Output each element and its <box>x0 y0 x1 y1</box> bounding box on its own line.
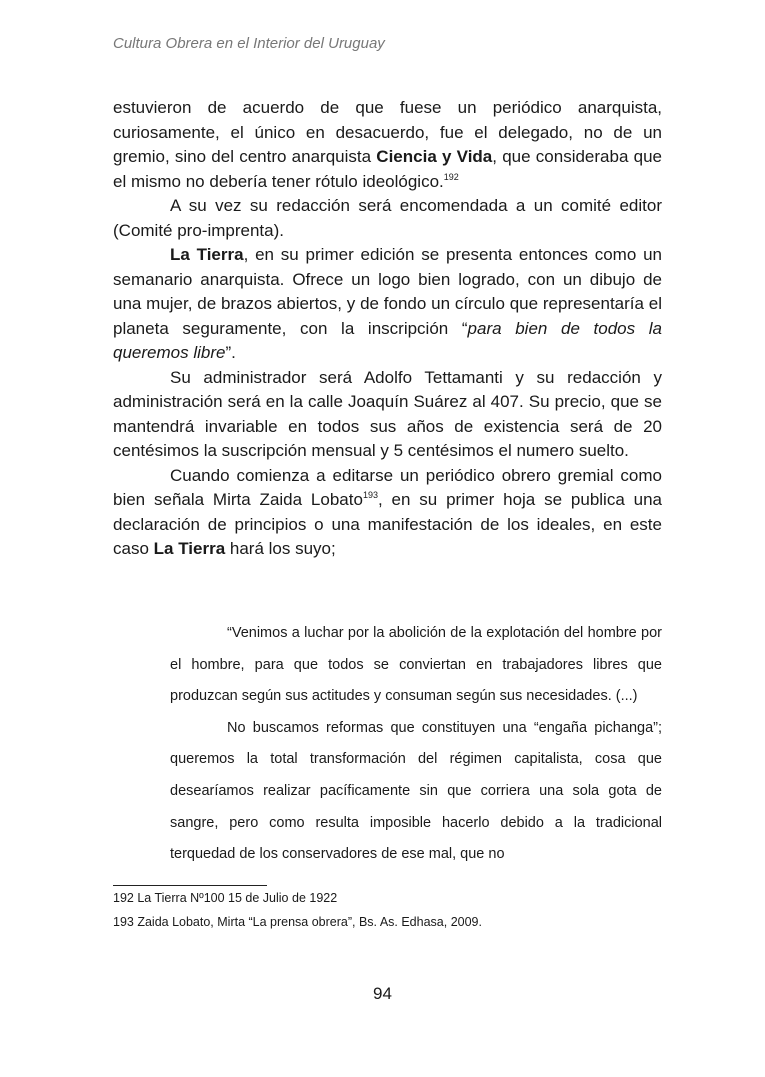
paragraph <box>113 96 662 194</box>
text: Su administrador será Adolfo Tettamanti y su redacción y administración será en la calle Joaquín Suárez al 407. Su precio, que se mantendrá invariable en todos sus años de existencia será de 20 centésimos la suscripción mensual y 5 centésimos el numero suelto. <box>113 367 662 460</box>
text: , que consideraba que el mismo no debería tener rótulo ideológico. <box>113 147 662 191</box>
block-quote <box>170 618 662 871</box>
paragraph <box>113 366 662 464</box>
paragraph <box>113 464 662 562</box>
paragraph <box>113 194 662 243</box>
running-header: Cultura Obrera en el Interior del Uruguay <box>113 35 385 52</box>
text: Cuando comienza a editarse un periódico obrero gremial como bien señala Mirta Zaida Lobato <box>113 465 662 509</box>
text: estuvieron de acuerdo de que fuese un periódico anarquista, curiosamente, el único en desacuerdo, fue el delegado, no de un gremio, sino del centro anarquista <box>113 98 662 166</box>
paragraph <box>113 243 662 366</box>
footnote-divider <box>113 885 267 886</box>
quote-paragraph: No buscamos reformas que constituyen una “engaña pichanga”; queremos la total transformación del régimen capitalista, cosa que desearíamos realizar pacíficamente sin que corriera una sola gota de sangre, pero como resulta imposible hacerlo debido a la tradicional terquedad de los conservadores de ese mal, que no <box>170 719 662 863</box>
footnote-ref[interactable]: 192 <box>443 171 459 182</box>
text: , en su primer edición se presenta entonces como un semanario anarquista. Ofrece un logo bien logrado, con un dibujo de una mujer, de brazos abiertos, y de fondo un círculo que representaría el planeta seguramente, con la inscripción “ <box>113 245 662 338</box>
italic-text: para bien de todos la queremos libre <box>113 318 662 362</box>
page-number: 94 <box>373 984 392 1003</box>
bold-text: Ciencia y Vida <box>376 147 493 166</box>
body-text <box>113 96 662 562</box>
text: ”. <box>225 343 236 362</box>
quote-paragraph: “Venimos a luchar por la abolición de la explotación del hombre por el hombre, para que todos se conviertan en trabajadores libres que produzcan según sus actitudes y consuman según sus necesidades. (...) <box>170 625 662 705</box>
text: hará los suyo; <box>225 539 336 558</box>
text: , en su primer hoja se publica una declaración de principios o una manifestación de los ideales, en este caso <box>113 490 662 558</box>
bold-text: La Tierra <box>170 245 244 264</box>
footnote-193: 193 Zaida Lobato, Mirta “La prensa obrera”, Bs. As. Edhasa, 2009. <box>113 915 482 929</box>
text: A su vez su redacción será encomendada a un comité editor (Comité pro-imprenta). <box>113 196 662 240</box>
bold-text: La Tierra <box>153 539 226 558</box>
footnote-192: 192 La Tierra Nº100 15 de Julio de 1922 <box>113 891 338 905</box>
footnote-ref[interactable]: 193 <box>362 490 378 500</box>
